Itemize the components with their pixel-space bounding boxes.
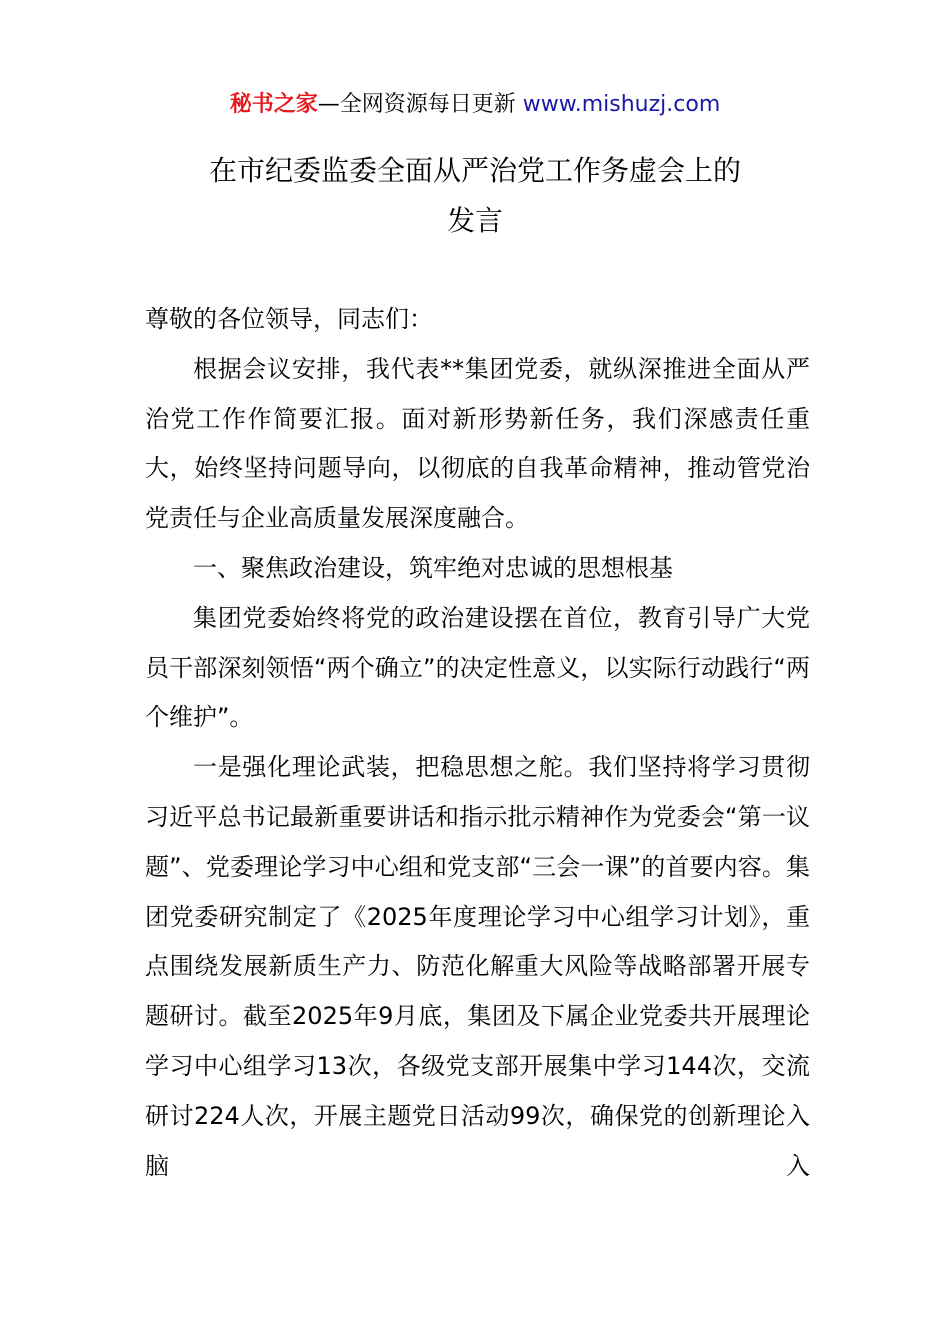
salutation: 尊敬的各位领导，同志们： [145, 305, 433, 333]
paragraph-section-1: 集团党委始终将党的政治建设摆在首位，教育引导广大党员干部深刻领悟“两个确立”的决定性意义，以实际行动践行“两个维护”。 [145, 603, 810, 732]
section-heading-1: 一、聚焦政治建设，筑牢绝对忠诚的思想根基 [193, 553, 673, 582]
header-tagline: —全网资源每日更新 [317, 92, 523, 117]
site-header [0, 88, 950, 122]
brand-name: 秘书之家 [229, 92, 318, 117]
paragraph-intro: 根据会议安排，我代表**集团党委，就纵深推进全面从严治党工作作简要汇报。面对新形势新任务，我们深感责任重大，始终坚持问题导向，以彻底的自我革命精神，推动管党治党责任与企业高质量发展深度融合。 [145, 354, 810, 533]
document-title [0, 146, 950, 246]
title-line-1: 在市纪委监委全面从严治党工作务虚会上的 [208, 154, 741, 187]
paragraph-point-1: 一是强化理论武装，把稳思想之舵。我们坚持将学习贯彻习近平总书记最新重要讲话和指示批示精神作为党委会“第一议题”、党委理论学习中心组和党支部“三会一课”的首要内容。集团党委研究制定了《2025年度理论学习中心组学习计划》，重点围绕发展新质生产力、防范化解重大风险等战略部署开展专题研讨。截至2025年9月底，集团及下属企业党委共开展理论学习中心组学习13次，各级党支部开展集中学习144次，交流研讨224人次，开展主题党日活动99次，确保党的创新理论入脑入 [145, 753, 810, 1180]
site-url-link[interactable]: www.mishuzj.com [522, 92, 721, 117]
document-body [145, 295, 810, 1191]
title-line-2: 发言 [446, 204, 503, 237]
